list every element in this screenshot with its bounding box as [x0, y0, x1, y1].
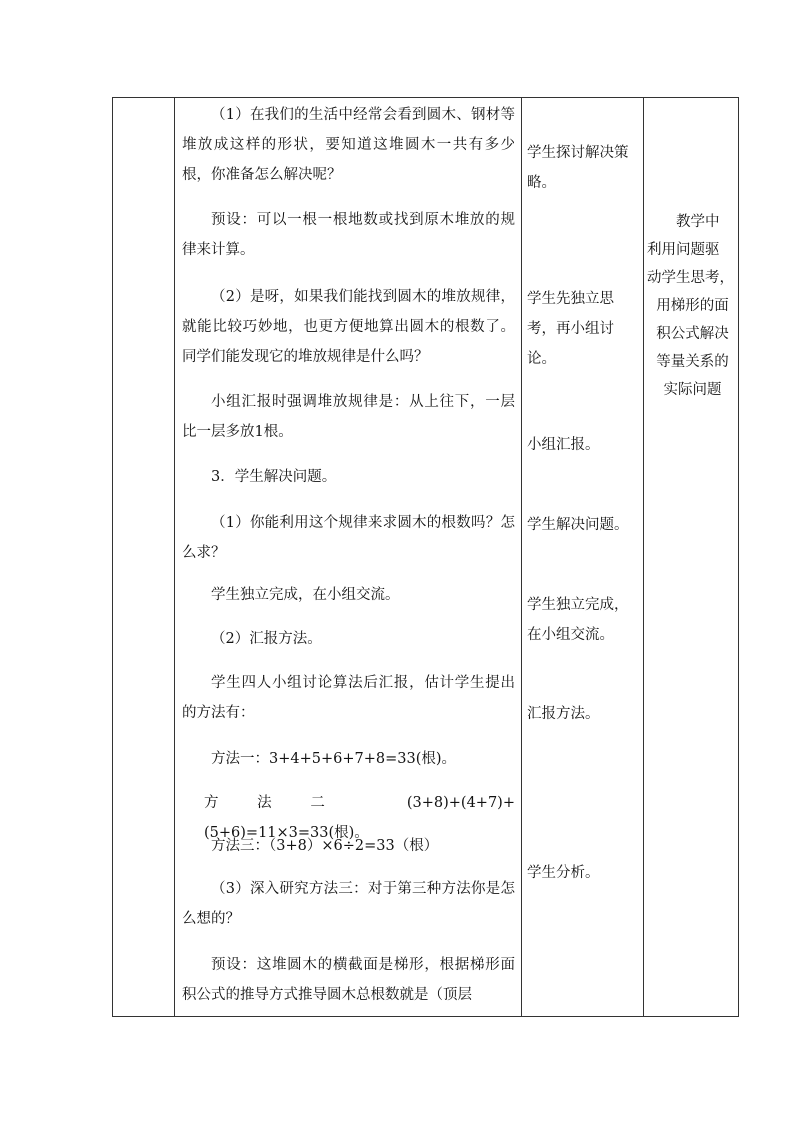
paragraph-method-3: 方法三：（3+8）×6÷2=33（根）: [211, 838, 439, 854]
intent-line: 用梯形的面: [656, 298, 729, 314]
paragraph-question-2: （2）是呀，如果我们能找到圆木的堆放规律，就能比较巧妙地，也更方便地算出圆木的根数了。同学们能发现它的堆放规律是什么吗？: [182, 289, 515, 365]
student-activity-6: 汇报方法。: [527, 706, 600, 722]
intent-line: 动学生思考，: [647, 270, 734, 286]
student-activity-1: 学生探讨解决策略。: [527, 145, 629, 191]
intent-line: 教学中: [676, 214, 720, 230]
paragraph-question-3: （1）你能利用这个规律来求圆木的根数吗？怎么求？: [182, 515, 515, 561]
design-intent-text: [647, 208, 738, 404]
lesson-plan-table: [112, 97, 739, 1017]
paragraph-group-discussion: 学生四人小组讨论算法后汇报，估计学生提出的方法有：: [182, 675, 515, 721]
student-activity-4: 学生解决问题。: [527, 517, 629, 533]
paragraph-method-1: 方法一：3+4+5+6+7+8=33(根)。: [211, 751, 457, 767]
design-intent-column: [643, 98, 740, 1016]
paragraph-report-methods: （2）汇报方法。: [211, 631, 322, 647]
paragraph-question-1: （1）在我们的生活中经常会看到圆木、钢材等堆放成这样的形状，要知道这堆圆木一共有多少根，你准备怎么解决呢？: [182, 107, 515, 183]
paragraph-method-2: 方法二 (3+8)+(4+7)+(5+6)=11×3=33(根)。: [204, 795, 515, 841]
paragraph-group-report: 小组汇报时强调堆放规律是：从上往下，一层比一层多放1根。: [182, 394, 515, 440]
student-activity-3: 小组汇报。: [527, 437, 600, 453]
student-activity-5: 学生独立完成，在小组交流。: [527, 597, 629, 643]
teaching-process-column: [174, 98, 521, 1016]
paragraph-step-3: 3．学生解决问题。: [211, 469, 337, 485]
paragraph-independent: 学生独立完成，在小组交流。: [211, 587, 400, 603]
student-activity-7: 学生分析。: [527, 865, 600, 881]
intent-line: 实际问题: [663, 382, 722, 398]
student-activity-2: 学生先独立思考，再小组讨论。: [527, 291, 614, 367]
intent-line: 利用问题驱: [647, 242, 720, 258]
paragraph-preset-1: 预设：可以一根一根地数或找到原木堆放的规律来计算。: [182, 212, 515, 258]
intent-line: 等量关系的: [656, 354, 729, 370]
paragraph-deep-study: （3）深入研究方法三：对于第三种方法你是怎么想的？: [182, 881, 515, 927]
student-activity-column: [521, 98, 643, 1016]
intent-line: 积公式解决: [656, 326, 729, 342]
paragraph-preset-2: 预设：这堆圆木的横截面是梯形，根据梯形面积公式的推导方式推导圆木总根数就是（顶层: [182, 957, 515, 1003]
step-column: [113, 98, 174, 1016]
